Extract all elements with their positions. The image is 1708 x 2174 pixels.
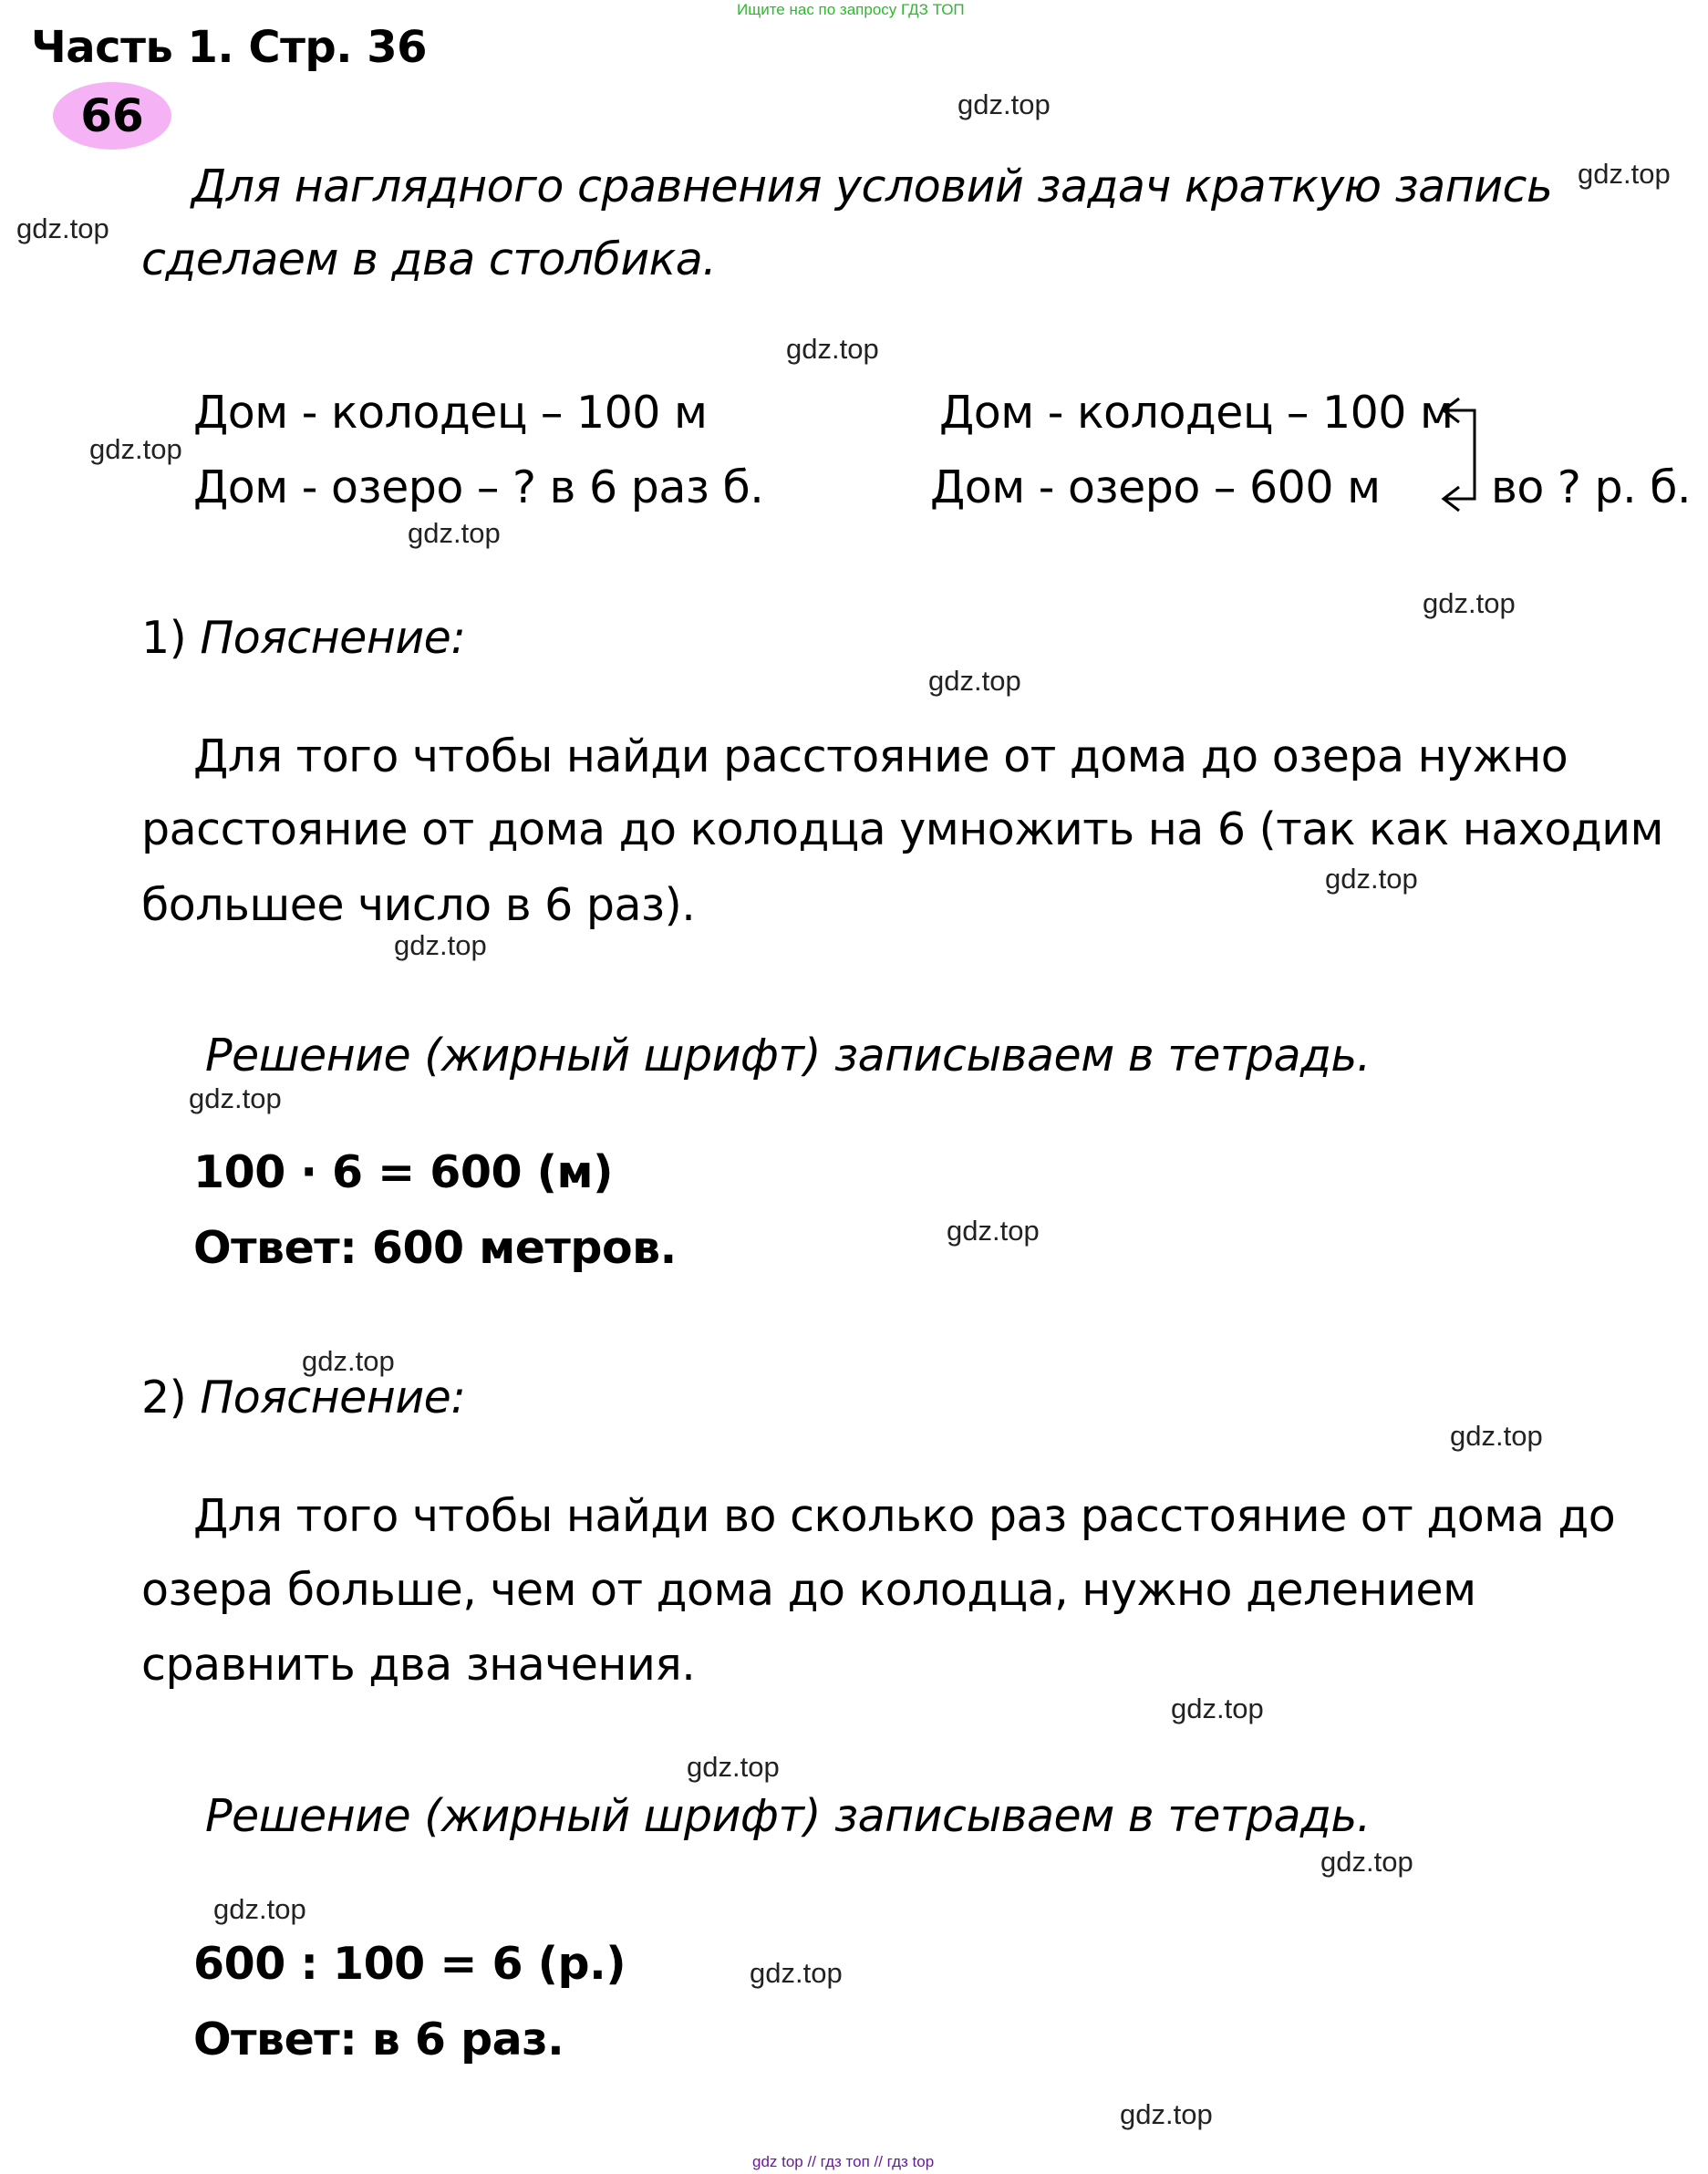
- part2-line-1: Для того чтобы найди во сколько раз расстояние от дома до: [193, 1490, 1616, 1542]
- watermark: gdz.top: [928, 665, 1021, 697]
- bottom-banner[interactable]: gdz top // гдз топ // гдз top: [752, 2153, 935, 2170]
- problem2-row2: Дом - озеро – 600 м: [930, 461, 1381, 513]
- part1-answer: Ответ: 600 метров.: [193, 1222, 677, 1274]
- watermark: gdz.top: [302, 1345, 395, 1377]
- watermark: gdz.top: [213, 1893, 306, 1925]
- watermark: gdz.top: [408, 517, 501, 549]
- watermark: gdz.top: [189, 1082, 282, 1114]
- watermark: gdz.top: [1578, 158, 1671, 190]
- comparison-brace-arrow: [1436, 388, 1482, 520]
- part2-heading-text: Пояснение:: [200, 1372, 466, 1423]
- problem1-row2: Дом - озеро – ? в 6 раз б.: [193, 461, 764, 513]
- watermark: gdz.top: [958, 88, 1051, 120]
- part2-heading: [141, 1371, 465, 1425]
- intro-line-1: Для наглядного сравнения условий задач краткую запись: [192, 160, 1553, 212]
- part1-line-3: большее число в 6 раз).: [141, 879, 696, 931]
- brace-label: во ? р. б.: [1491, 461, 1692, 513]
- watermark: gdz.top: [1423, 587, 1516, 619]
- watermark: gdz.top: [89, 433, 182, 465]
- part1-heading-text: Пояснение:: [200, 612, 466, 664]
- part1-line-2: расстояние от дома до колодца умножить на 6 (так как находим: [141, 803, 1664, 855]
- part2-number: 2): [141, 1372, 187, 1423]
- watermark: gdz.top: [1450, 1420, 1543, 1452]
- watermark: gdz.top: [687, 1751, 780, 1783]
- part1-equation: 100 · 6 = 600 (м): [193, 1146, 613, 1198]
- part2-equation: 600 : 100 = 6 (р.): [193, 1938, 626, 1990]
- watermark: gdz.top: [1320, 1846, 1413, 1878]
- watermark: gdz.top: [1325, 863, 1418, 895]
- part1-heading: [141, 611, 465, 666]
- part2-solution-note: Решение (жирный шрифт) записываем в тетрадь.: [205, 1790, 1371, 1842]
- part1-solution-note: Решение (жирный шрифт) записываем в тетрадь.: [205, 1030, 1371, 1082]
- watermark: gdz.top: [1171, 1693, 1264, 1724]
- task-number-badge: [53, 82, 171, 150]
- top-banner[interactable]: Ищите нас по запросу ГДЗ ТОП: [737, 1, 965, 18]
- page-title: Часть 1. Стр. 36: [31, 22, 428, 73]
- task-number: 66: [80, 89, 144, 142]
- part1-number: 1): [141, 612, 187, 664]
- watermark: gdz.top: [394, 929, 487, 961]
- intro-line-2: сделаем в два столбика.: [141, 233, 717, 285]
- watermark: gdz.top: [1120, 2098, 1213, 2130]
- watermark: gdz.top: [786, 333, 879, 365]
- part2-line-3: сравнить два значения.: [141, 1639, 696, 1691]
- problem2-row1: Дом - колодец – 100 м: [939, 387, 1454, 439]
- watermark: gdz.top: [16, 212, 109, 244]
- part1-line-1: Для того чтобы найди расстояние от дома до озера нужно: [193, 730, 1568, 782]
- watermark: gdz.top: [947, 1215, 1040, 1247]
- watermark: gdz.top: [750, 1957, 843, 1989]
- part2-line-2: озера больше, чем от дома до колодца, нужно делением: [141, 1564, 1476, 1616]
- part2-answer: Ответ: в 6 раз.: [193, 2014, 564, 2065]
- problem1-row1: Дом - колодец – 100 м: [193, 387, 708, 439]
